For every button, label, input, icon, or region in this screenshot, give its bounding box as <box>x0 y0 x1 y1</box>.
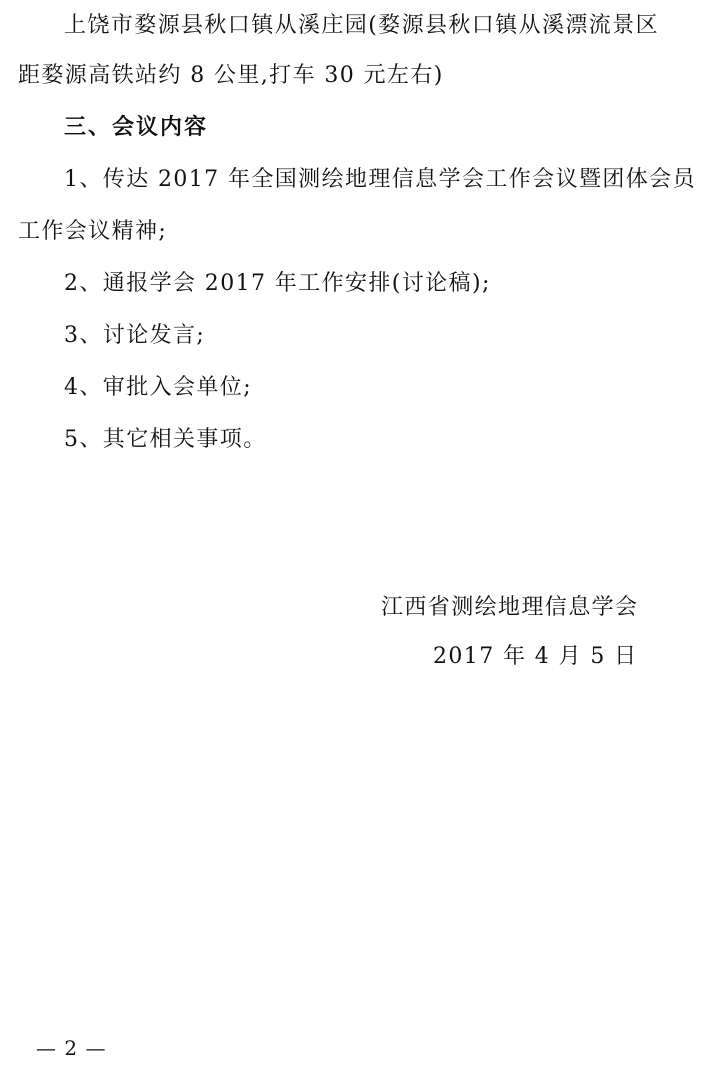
agenda-item-1-continued: 工作会议精神; <box>18 219 168 244</box>
section-heading: 三、会议内容 <box>64 115 209 140</box>
agenda-item-2: 2、通报学会 2017 年工作安排(讨论稿); <box>64 271 491 296</box>
agenda-item-1: 1、传达 2017 年全国测绘地理信息学会工作会议暨团体会员 <box>64 167 696 192</box>
signature-date: 2017 年 4 月 5 日 <box>433 644 638 669</box>
agenda-item-5: 5、其它相关事项。 <box>64 427 267 452</box>
agenda-item-4: 4、审批入会单位; <box>64 375 253 400</box>
signature-organization: 江西省测绘地理信息学会 <box>381 595 639 620</box>
agenda-item-3: 3、讨论发言; <box>64 323 206 348</box>
address-line-2: 距婺源高铁站约 8 公里,打车 30 元左右) <box>18 63 444 88</box>
address-line-1: 上饶市婺源县秋口镇从溪庄园(婺源县秋口镇从溪漂流景区 <box>64 13 659 38</box>
page-number: — 2 — <box>36 1036 107 1060</box>
